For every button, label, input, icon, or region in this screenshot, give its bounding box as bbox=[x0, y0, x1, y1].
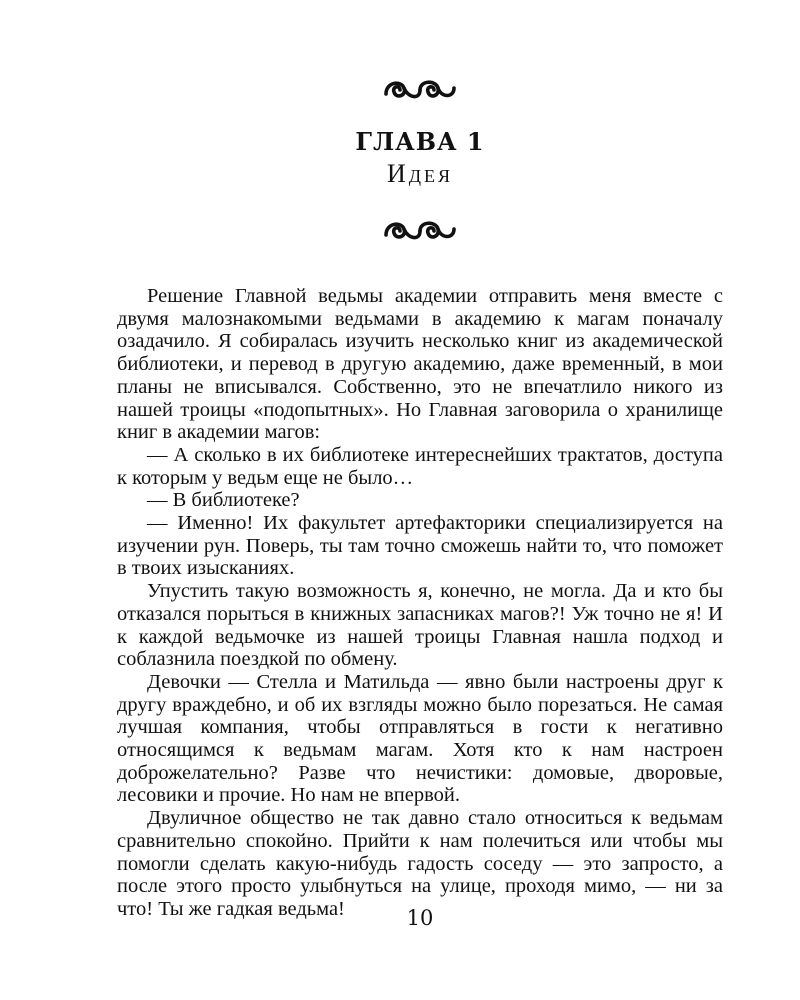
double-spiral-ornament-icon bbox=[384, 219, 456, 243]
double-spiral-ornament-icon bbox=[384, 78, 456, 102]
paragraph: Решение Главной ведьмы академии отправить меня вместе с двумя малознакомыми ведьмами в академию к магам поначалу озадачило. Я собиралась изучить несколько книг из академической библиотеки, и перевод в другую академию, даже временный, в мои планы не вписывался. Собственно, это не впечатлило никого из нашей троицы «подопытных». Но Главная заговорила о хранилище книг в академии магов: bbox=[117, 285, 723, 444]
paragraph: Двуличное общество не так давно стало относиться к ведьмам сравнительно спокойно. Прийти к нам полечиться или чтобы мы помогли сделать какую-нибудь гадость соседу — это запросто, а после этого просто улыбнуться на улице, проходя мимо, — ни за что! Ты же гадкая ведьма! bbox=[117, 807, 723, 920]
chapter-label: ГЛАВА 1 bbox=[355, 127, 485, 156]
paragraph: Упустить такую возможность я, конечно, не могла. Да и кто бы отказался порыться в книжных запасниках магов?! Уж точно не я! И к каждой ведьмочке из нашей троицы Главная нашла подход и соблазнила поездкой по обмену. bbox=[117, 580, 723, 671]
paragraph: Девочки — Стелла и Матильда — явно были настроены друг к другу враждебно, и об их взгляды можно было порезаться. Не самая лучшая компания, чтобы отправляться в гости к негативно относящимся к ведьмам магам. Хотя кто к нам настроен доброжелательно? Разве что нечистики: домовые, дворовые, лесовики и прочие. Но нам не впервой. bbox=[117, 670, 723, 807]
paragraph: — А сколько в их библиотеке интереснейших трактатов, доступа к которым у ведьм еще не было… bbox=[117, 443, 723, 489]
chapter-title: Идея bbox=[386, 159, 454, 188]
paragraph: — Именно! Их факультет артефакторики специализируется на изучении рун. Поверь, ты там точно сможешь найти то, что поможет в твоих изысканиях. bbox=[117, 512, 723, 580]
paragraph: — В библиотеке? bbox=[147, 489, 300, 512]
page-number: 10 bbox=[406, 906, 434, 930]
body-text bbox=[117, 285, 723, 921]
